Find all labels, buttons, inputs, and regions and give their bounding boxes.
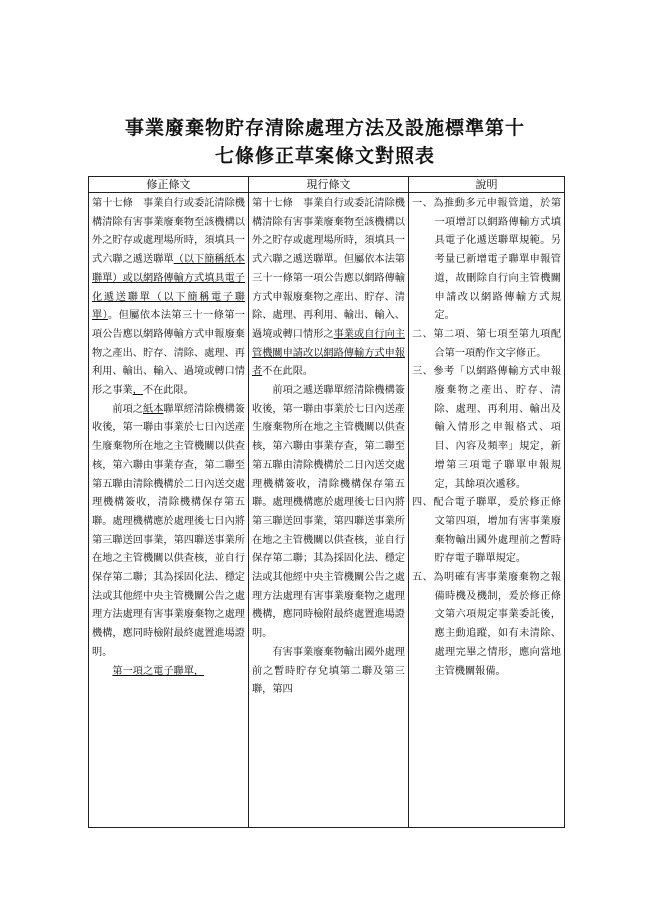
amended-p2-text-b: 聯單經清除機構簽收後，第一聯由事業於七日內送產生廢棄物所在地之主管機關以供查核，第六聯由事業存查，第二聯至第五聯由清除機構於二日內送交處理機構簽收，清除機構保存第五聯。處理機構應於處理後七日內將第三聯送回事業，第四聯送事業所在地之主管機關以供查核，並自行保存第二聯；其為採固化法、穩定法或其他經中央主管機關公告之處理方法處理有害事業廢棄物之處理機構，應同時檢附最終處置進場證明。 — [92, 403, 246, 658]
explanation-text-2: 第二項、第七項至第九項配合第一項酌作文字修正。 — [433, 328, 562, 359]
header-explanation: 說明 — [409, 177, 565, 193]
amended-p2-text-a: 前項之 — [112, 403, 143, 415]
comparison-table — [88, 176, 565, 828]
amended-p2-underline: 紙本 — [143, 403, 164, 415]
amended-paragraph-1 — [92, 195, 245, 401]
current-paragraph-2: 前項之遞送聯單經清除機構簽收後，第一聯由事業於七日內送產生廢棄物所在地之主管機關以供查核，第六聯由事業存查，第二聯至第五聯由清除機構於二日內送交處理機構簽收，清除機構保存第五聯。處理機構應於處理後七日內將第三聯送回事業，第四聯送事業所在地之主管機關以供查核，並自行保存第二聯；其為採固化法、穩定法或其他經中央主管機關公告之處理方法處理有害事業廢棄物之處理機構，應同時檢附最終處置進場證明。 — [252, 385, 405, 640]
explanation-item-1 — [412, 195, 561, 326]
explanation-text-4: 配合電子聯單，爰於修正條文第四項，增加有害事業廢棄物輸出國外處理前之暫時貯存電子聯單規定。 — [433, 497, 562, 565]
document-title — [0, 114, 650, 170]
current-paragraph-1 — [252, 195, 405, 382]
title-line-2: 七條修正草案條文對照表 — [214, 145, 435, 167]
amended-p1-text-b: 。但屬依本法第三十一條第一項公告應以網路傳輸方式申報廢棄物之產出、貯存、清除、處理、再利用、輸出、輸入、過境或轉口情形之事業 — [92, 310, 245, 397]
amended-p1-underline-2: ， — [132, 385, 143, 397]
explanation-num-1: 一、 — [412, 198, 434, 209]
explanation-item-2 — [412, 326, 561, 363]
explanation-text-5: 為明確有害事業廢棄物之報備時機及機制，爰於修正條文第六項規定事業委託後，應主動追蹤，如有未清除、處理完畢之情形，應向當地主管機關報備。 — [433, 572, 562, 677]
explanation-item-5 — [412, 569, 561, 681]
amended-p1-text-c: 不在此限。 — [142, 385, 194, 397]
explanation-num-2: 二、 — [412, 328, 434, 340]
current-paragraph-3: 有害事業廢棄物輸出國外處理前之暫時貯存兌填第二聯及第三聯，第四 — [252, 646, 405, 696]
amended-paragraph-3 — [92, 663, 245, 682]
amended-p3-underline: 第一項之電子聯單， — [112, 665, 205, 677]
current-p1-underline: 事業或自行向主管機關申請改以網路傳輸方式申報者 — [252, 328, 406, 378]
explanation-num-3: 三、 — [412, 366, 434, 378]
title-line-1: 事業廢棄物貯存清除處理方法及設施標準第十 — [124, 117, 525, 139]
amended-p1-text-a: 第十七條 事業自行或委託清除機構清除有害事業廢棄物至該機構以外之貯存或處理場所時，須填具一式六聯之遞送聯單 — [92, 198, 245, 266]
table-header-row — [89, 177, 565, 193]
current-cell — [249, 193, 409, 828]
header-current: 現行條文 — [249, 177, 409, 193]
header-amended: 修正條文 — [89, 177, 249, 193]
amended-p1-underline-1: （以下簡稱紙本聯單）或以網路傳輸方式填具電子化遞送聯單（以下簡稱電子聯單） — [92, 254, 246, 322]
amended-cell — [89, 193, 249, 828]
explanation-num-5: 五、 — [412, 572, 434, 584]
table-row — [89, 193, 565, 828]
explanation-num-4: 四、 — [412, 497, 434, 509]
explanation-text-1: 為推動多元申報管道，於第一項增訂以網路傳輸方式填具電子化遞送聯單規範。另考量已新增電子聯單申報管道，故刪除自行向主管機關申請改以網路傳輸方式規定。 — [433, 198, 562, 322]
explanation-cell — [409, 193, 565, 828]
amended-paragraph-2 — [92, 401, 245, 663]
current-p1-text-a: 第十七條 事業自行或委託清除機構清除有害事業廢棄物至該機構以外之貯存或處理場所時，須填具一式六聯之遞送聯單。但屬依本法第三十一條第一項公告應以網路傳輸方式申報廢棄物之產出、貯存、清除、處理、再利用、輸出、輸入、過境或轉口情形之 — [252, 198, 405, 340]
explanation-item-4 — [412, 494, 561, 569]
explanation-item-3 — [412, 363, 561, 494]
explanation-text-3: 參考「以網路傳輸方式申報廢棄物之產出、貯存、清除、處理、再利用、輸出及輸入情形之申報格式、項目、內容及頻率」規定，新增第三項電子聯單申報規定，其餘項次遞移。 — [433, 366, 562, 490]
current-p1-text-b: 不在此限。 — [262, 366, 314, 378]
